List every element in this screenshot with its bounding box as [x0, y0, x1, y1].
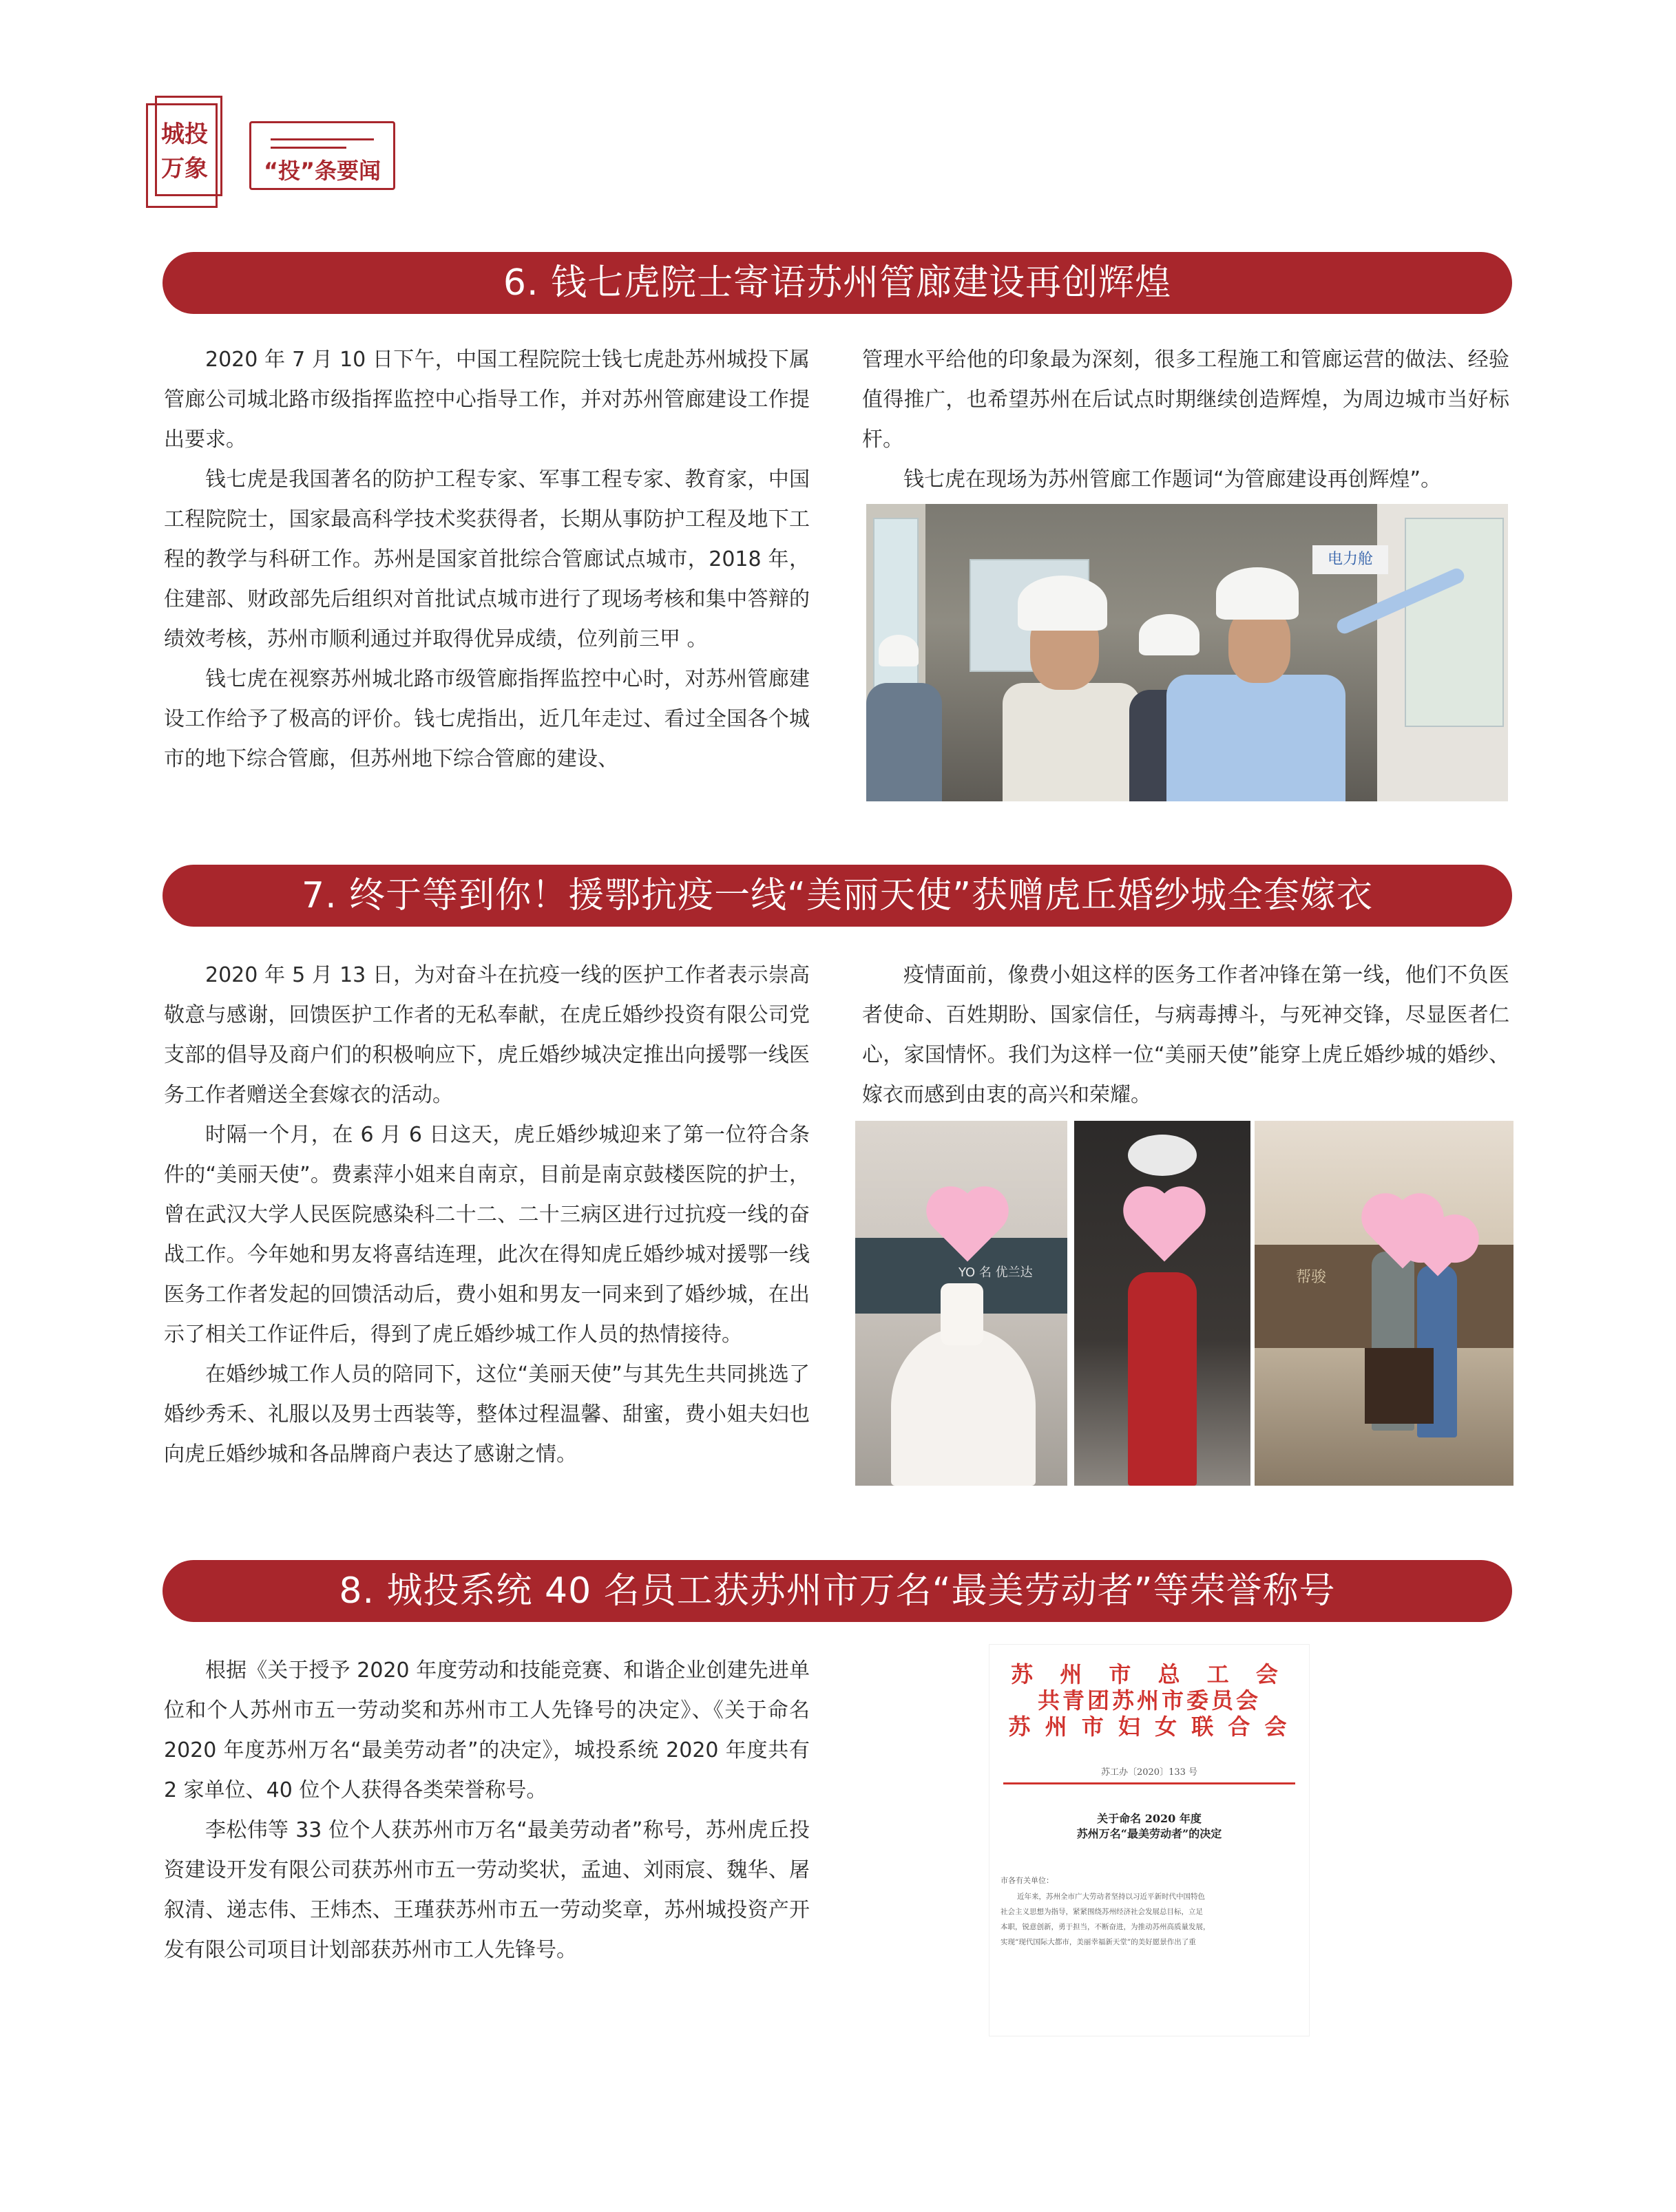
- document-salutation: 市各有关单位：: [1001, 1876, 1054, 1885]
- paragraph: 李松伟等 33 位个人获苏州市万名“最美劳动者”称号，苏州虎丘投资建设开发有限公司获苏州市五一劳动奖状，孟迪、刘雨宸、魏华、屠叙清、递志伟、王炜杰、王瑾获苏州市五一劳动奖章，苏州城投资产开发有限公司项目计划部获苏州市工人先锋号。: [164, 1818, 810, 1962]
- privacy-heart-icon: [1131, 1194, 1199, 1262]
- document-number: 苏工办〔2020〕133 号: [1100, 1767, 1198, 1778]
- wedding-gown-photo: [855, 1121, 1067, 1486]
- paragraph: 钱七虎是我国著名的防护工程专家、军事工程专家、教育家，中国工程院院士，国家最高科学技术奖获得者，长期从事防护工程及地下工程的教学与科研工作。苏州是国家首批综合管廊试点城市，2018 年，住建部、财政部先后组织对首批试点城市进行了现场考核和集中答辩的绩效考核，苏州市顺利通过并取得优异成绩，位列前三甲 。: [164, 467, 810, 651]
- article-7-left-column: [164, 956, 810, 1475]
- paragraph: 管理水平给他的印象最为深刻，很多工程施工和管廊运营的做法、经验值得推广，也希望苏州在后试点时期继续创造辉煌，为周边城市当好标杆。: [862, 348, 1509, 452]
- document-org: 苏 州 市 妇 女 联 合 会: [1008, 1714, 1290, 1740]
- logo-line-1: 城投: [161, 120, 208, 148]
- article-8-left-column: [164, 1651, 810, 1970]
- tag-rule: [271, 138, 374, 140]
- article-7-title: 7. 终于等到你！援鄂抗疫一线“美丽天使”获赠虎丘婚纱城全套嫁衣: [163, 865, 1512, 927]
- document-org: 苏 州 市 总 工 会: [1011, 1661, 1288, 1687]
- paragraph: 在婚纱城工作人员的陪同下，这位“美丽天使”与其先生共同挑选了婚纱秀禾、礼服以及男士西装等，整体过程温馨、甜蜜，费小姐夫妇也向虎丘婚纱城和各品牌商户表达了感谢之情。: [164, 1362, 810, 1466]
- paragraph: 钱七虎在现场为苏州管廊工作题词“为管廊建设再创辉煌”。: [903, 467, 1442, 492]
- paragraph: 2020 年 7 月 10 日下午，中国工程院院士钱七虎赴苏州城投下属管廊公司城北路市级指挥监控中心指导工作，并对苏州管廊建设工作提出要求。: [164, 348, 810, 452]
- document-body: 实现“现代国际大都市，美丽幸福新天堂”的美好愿景作出了重: [1001, 1938, 1196, 1946]
- lamp: [1128, 1135, 1197, 1176]
- red-rule: [1003, 1782, 1295, 1784]
- section-tag: [249, 121, 395, 190]
- person: [866, 683, 942, 801]
- document-body: 本职，锐意创新，勇于担当，不断奋进，为推动苏州高质量发展，: [1001, 1923, 1211, 1931]
- document-title: 苏州万名“最美劳动者”的决定: [1076, 1827, 1222, 1840]
- gift-bag: [1365, 1348, 1434, 1424]
- paragraph: 时隔一个月，在 6 月 6 日这天，虎丘婚纱城迎来了第一位符合条件的“美丽天使”。费素萍小姐来自南京，目前是南京鼓楼医院的护士，曾在武汉大学人民医院感染科二十二、二十三病区进行过抗疫一线的奋战工作。今年她和男友将喜结连理，此次在得知虎丘婚纱城对援鄂一线医务工作者发起的回馈活动后，费小姐和男友一同来到了婚纱城，在出示了相关工作证件后，得到了虎丘婚纱城工作人员的热情接待。: [164, 1123, 810, 1347]
- red-wedding-dress: [1128, 1272, 1197, 1486]
- paragraph: 根据《关于授予 2020 年度劳动和技能竞赛、和谐企业创建先进单位和个人苏州市五一劳动奖和苏州市工人先锋号的决定》、《关于命名 2020 年度苏州万名“最美劳动者”的决定》，城投系统 2020 年度共有 2 家单位、40 位个人获得各类荣誉称号。: [164, 1658, 810, 1802]
- hard-hat: [1216, 567, 1299, 620]
- bride: [941, 1283, 983, 1345]
- hard-hat: [879, 635, 919, 666]
- article-6-left-column: [164, 340, 810, 779]
- paragraph: 疫情面前，像费小姐这样的医务工作者冲锋在第一线，他们不负医者使命、百姓期盼、国家信任，与病毒搏斗，与死神交锋，尽显医者仁心，家国情怀。我们为这样一位“美丽天使”能穿上虎丘婚纱城的婚纱、嫁衣而感到由衷的高兴和荣耀。: [862, 963, 1509, 1107]
- couple-photo: [1255, 1121, 1513, 1486]
- power-cabin-sign: 电力舱: [1312, 545, 1388, 574]
- hard-hat: [1018, 576, 1107, 631]
- tag-rule: [271, 147, 346, 149]
- inspection-photo: [866, 504, 1508, 801]
- publication-logo: [146, 103, 218, 208]
- store-sign: YO 名 优兰达: [959, 1265, 1033, 1280]
- document-body: 近年来，苏州全市广大劳动者坚持以习近平新时代中国特色: [1017, 1893, 1205, 1901]
- paragraph: 2020 年 5 月 13 日，为对奋斗在抗疫一线的医护工作者表示崇高敬意与感谢，回馈医护工作者的无私奉献，在虎丘婚纱投资有限公司党支部的倡导及商户们的积极响应下，虎丘婚纱城决定推出向援鄂一线医务工作者赠送全套嫁衣的活动。: [164, 963, 810, 1107]
- wedding-gown: [891, 1327, 1036, 1486]
- section-tag-label: “投”条要闻: [263, 158, 381, 184]
- article-6-right-column: [862, 340, 1509, 500]
- document-title: 关于命名 2020 年度: [1097, 1812, 1202, 1825]
- document-org: 共青团苏州市委员会: [1037, 1687, 1261, 1714]
- document-body: 社会主义思想为指导，紧紧围绕苏州经济社会发展总目标，立足: [1001, 1908, 1203, 1916]
- paragraph: 钱七虎在视察苏州城北路市级管廊指挥监控中心时，对苏州管廊建设工作给予了极高的评价。钱七虎指出，近几年走过、看过全国各个城市的地下综合管廊，但苏州地下综合管廊的建设、: [164, 667, 810, 771]
- wall-poster: [1405, 518, 1504, 727]
- article-8-title: 8. 城投系统 40 名员工获苏州市万名“最美劳动者”等荣誉称号: [163, 1560, 1512, 1622]
- person: [1166, 675, 1345, 801]
- official-document-image: [989, 1644, 1310, 2036]
- logo-line-2: 万象: [161, 155, 208, 182]
- person: [1003, 683, 1140, 801]
- article-7-right-column: [862, 956, 1509, 1115]
- article-6-title: 6. 钱七虎院士寄语苏州管廊建设再创辉煌: [163, 252, 1512, 314]
- red-gown-photo: [1074, 1121, 1250, 1486]
- store-sign: 帮骏: [1296, 1269, 1327, 1286]
- hard-hat: [1139, 614, 1200, 655]
